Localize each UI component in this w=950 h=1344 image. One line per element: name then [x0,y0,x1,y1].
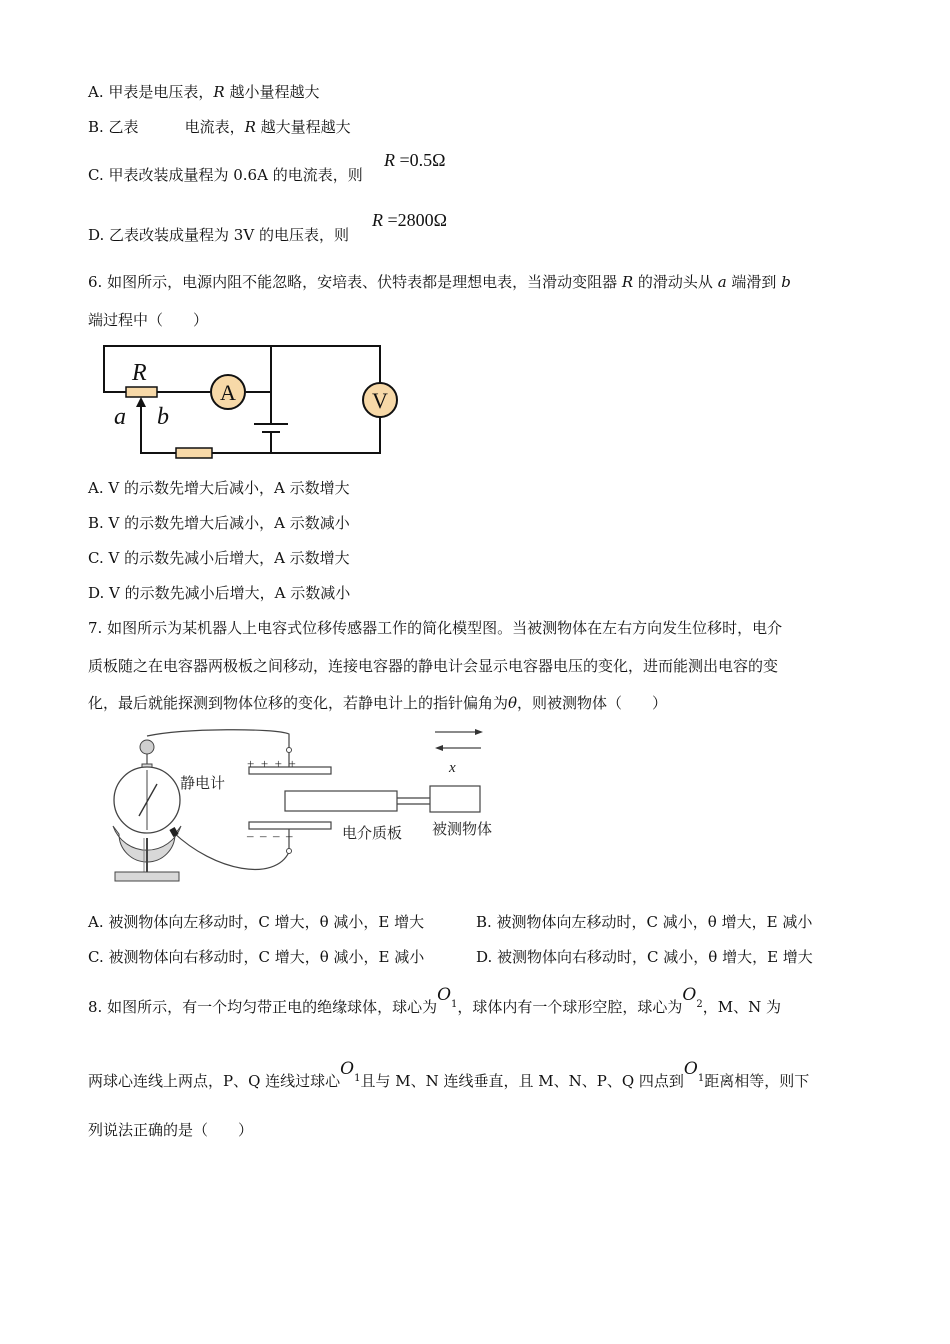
capacitor-sensor-diagram [105,722,505,890]
option-text: 越大量程越大 [255,118,351,136]
formula-value: =2800Ω [383,210,448,230]
variable-r: R [244,118,256,136]
variable-o: O [683,1059,698,1079]
circuit-diagram [98,340,400,468]
x-label: x [449,760,456,776]
q6-option-d: D. V 的示数先减小后增大，A 示数减小 [88,584,351,602]
stem-text: 端滑到 [726,273,782,291]
variable-r: R [213,83,225,101]
variable-o: O [340,1059,355,1079]
fixed-resistor [176,448,212,458]
q5-formula-d [372,210,447,231]
subscript: 2 [696,999,703,1010]
label-r: R [132,360,147,386]
q7-option-d: D. 被测物体向右移动时，C 减小，θ 增大，E 增大 [476,948,813,966]
q6-option-b: B. V 的示数先增大后减小，A 示数减小 [88,514,350,532]
stem-text: 8. 如图所示，有一个均匀带正电的绝缘球体，球心为 [88,998,438,1016]
minus-signs: – – – – [247,828,293,843]
q5-option-a [88,82,319,102]
q8-stem-line-3: 列说法正确的是（ ） [88,1121,254,1139]
option-text: A. 甲表是电压表， [88,83,214,101]
q6-option-c: C. V 的示数先减小后增大，A 示数增大 [88,549,350,567]
q7-stem-line-1: 7. 如图所示为某机器人上电容式位移传感器工作的简化模型图。当被测物体在左右方向发生位移时，电介 [88,619,783,637]
stem-text: ，则被测物体（ ） [517,694,668,712]
arrow-right-icon [475,729,483,735]
object-label: 被测物体 [432,822,493,838]
stem-text: 化，最后就能探测到物体位移的变化，若静电计上的指针偏角为 [88,694,509,712]
dielectric-label: 电介质板 [342,826,403,842]
stem-text: 6. 如图所示，电源内阻不能忽略，安培表、伏特表都是理想电表，当滑动变阻器 [88,273,622,291]
variable-r: R [372,210,383,230]
q5-formula-c [384,150,446,171]
option-text: D. 乙表改装成量程为 3V 的电压表，则 [88,226,349,244]
q7-option-b: B. 被测物体向左移动时，C 减小，θ 增大，E 减小 [476,913,813,931]
stem-text: ，球体内有一个球形空腔，球心为 [457,998,683,1016]
variable-o: O [437,985,452,1005]
q7-option-a: A. 被测物体向左移动时，C 增大，θ 减小，E 增大 [88,913,425,931]
option-text: B. 乙表 [88,118,139,136]
voltmeter-label: V [372,388,388,413]
q5-option-d [88,225,349,245]
label-a: a [114,404,126,430]
subscript: 1 [697,1073,705,1084]
plus-signs: + + + + [247,756,296,771]
subscript: 1 [354,1073,361,1084]
variable-b: b [781,273,791,291]
stem-text: 两球心连线上两点，P、Q 连线过球心 [88,1072,341,1090]
q7-stem-line-2: 质板随之在电容器两极板之间移动，连接电容器的静电计会显示电容器电压的变化，进而能测出电容的变 [88,657,779,675]
q6-stem-line-2: 端过程中（ ） [88,311,209,329]
q7-option-c: C. 被测物体向右移动时，C 增大，θ 减小，E 减小 [88,948,425,966]
electrometer [113,740,181,881]
arrow-left-icon [435,745,443,751]
stem-text: 距离相等，则下 [704,1072,810,1090]
rheostat-r [126,387,157,397]
q6-option-a: A. V 的示数先增大后减小，A 示数增大 [88,479,350,497]
subscript: 1 [451,999,458,1010]
electrometer-label: 静电计 [180,776,226,792]
option-text: C. 甲表改装成量程为 0.6A 的电流表，则 [88,166,363,184]
variable-r: R [384,150,395,170]
q5-option-c [88,165,363,185]
variable-theta: θ [508,694,518,712]
stem-text: 的滑动头从 [633,273,718,291]
stem-text: ，M、N 为 [702,998,781,1016]
variable-r: R [621,273,634,291]
label-b: b [157,404,169,430]
variable-o: O [682,985,697,1005]
option-text: 电流表， [184,118,245,136]
stem-text: 且与 M、N 连线垂直，且 M、N、P、Q 四点到 [360,1072,684,1090]
variable-a: a [717,273,727,291]
q8-stem-line-1 [88,985,781,1025]
q7-stem-line-3 [88,693,667,713]
ammeter-label: A [220,380,236,405]
slider-arrow-icon [136,397,146,407]
q6-stem-line-1 [88,272,791,292]
formula-value: =0.5Ω [395,150,446,170]
q8-stem-line-2 [88,1059,810,1099]
q5-option-b [88,117,351,137]
option-text: 越小量程越大 [224,83,320,101]
